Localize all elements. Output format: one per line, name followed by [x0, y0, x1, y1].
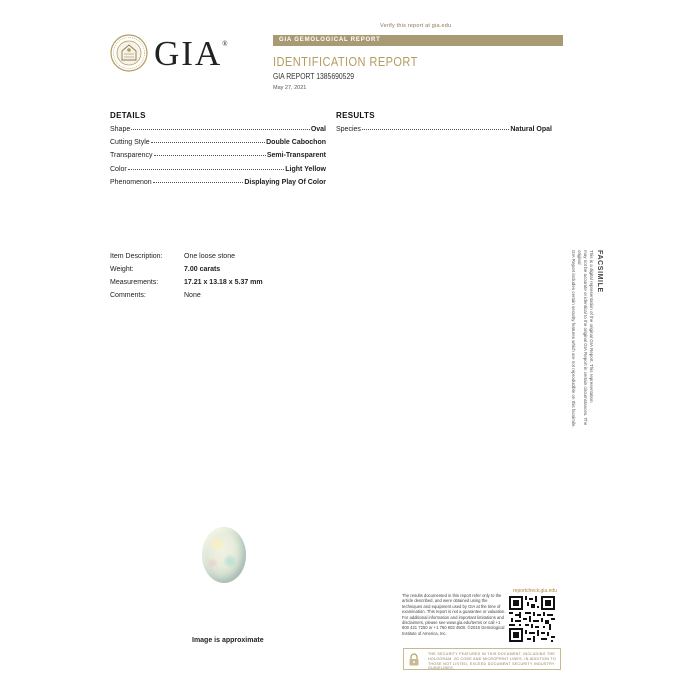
- item-label: Comments:: [110, 292, 146, 299]
- facsimile-title: FACSIMILE: [596, 250, 603, 293]
- disclaimer-text: The results documented in this report refer only to the article described, and were obtained using the techniques and equipment used by GIA at the time of examination. This report is not a guarantee or valuation. For additional information and important limitations and disclaimers, please see www.gia.edu/terms or call +1 800 421 7250 or +1 760 603 4500. ©2015 Gemological Institute of America, Inc.: [402, 593, 506, 636]
- image-caption: Image is approximate: [192, 637, 264, 644]
- details-row-color: [110, 166, 326, 173]
- result-value: Natural Opal: [510, 126, 552, 133]
- detail-label: Cutting Style: [110, 139, 150, 146]
- lock-icon: [408, 653, 420, 666]
- facsimile-line: GIA Report includes certain security features which are not reproducible on this facsimile.: [571, 250, 576, 428]
- detail-value: Oval: [310, 126, 326, 133]
- report-title: IDENTIFICATION REPORT: [273, 54, 418, 69]
- gia-seal-icon: [110, 34, 148, 72]
- reportcheck-link[interactable]: reportcheck.gia.edu: [513, 588, 557, 594]
- item-value: None: [184, 292, 201, 299]
- details-heading: DETAILS: [110, 111, 146, 120]
- gia-logo: [110, 34, 235, 74]
- detail-value: Double Cabochon: [266, 139, 326, 146]
- details-row-shape: [110, 126, 326, 133]
- report-type-bar: GIA GEMOLOGICAL REPORT: [273, 35, 563, 46]
- item-label: Measurements:: [110, 279, 159, 286]
- detail-label: Shape: [110, 126, 131, 133]
- details-row-cutting-style: [110, 139, 326, 146]
- facsimile-line: This is a digital representation of the original GIA Report. This representation: [589, 250, 594, 403]
- verify-link-text[interactable]: Verify this report at gia.edu: [380, 23, 452, 29]
- item-label: Weight:: [110, 266, 134, 273]
- item-value: One loose stone: [184, 253, 235, 260]
- results-heading: RESULTS: [336, 111, 375, 120]
- facsimile-line: may not be accurate or identical to the original GIA Report in certain circumstances. The original: [577, 250, 588, 426]
- facsimile-notice: [567, 250, 602, 440]
- detail-value: Displaying Play Of Color: [244, 179, 326, 186]
- logo-wordmark: GIA®: [154, 34, 228, 73]
- details-row-transparency: [110, 152, 326, 159]
- result-label: Species: [336, 126, 361, 133]
- detail-label: Color: [110, 166, 127, 173]
- gemstone-image: [202, 527, 246, 583]
- details-row-phenomenon: [110, 179, 326, 186]
- report-number: GIA REPORT 1385690529: [273, 72, 355, 81]
- report-date: May 27, 2021: [273, 85, 307, 91]
- item-value: 17.21 x 13.18 x 5.37 mm: [184, 279, 263, 286]
- detail-label: Phenomenon: [110, 179, 152, 186]
- qr-code-icon[interactable]: [509, 596, 555, 642]
- item-value: 7.00 carats: [184, 266, 221, 273]
- results-row-species: [336, 126, 552, 133]
- security-features-box: [403, 648, 561, 670]
- detail-value: Semi-Transparent: [266, 152, 326, 159]
- item-label: Item Description:: [110, 253, 163, 260]
- detail-value: Light Yellow: [285, 166, 326, 173]
- detail-label: Transparency: [110, 152, 153, 159]
- security-text: THE SECURITY FEATURES IN THIS DOCUMENT, INCLUDING THE HOLOGRAM, 2D CODE AND MICROPRINT LINES, IN ADDITION TO THOSE NOT LISTED, EXCEED DOCUMENT SECURITY INDUSTRY GUIDELINES.: [428, 652, 557, 671]
